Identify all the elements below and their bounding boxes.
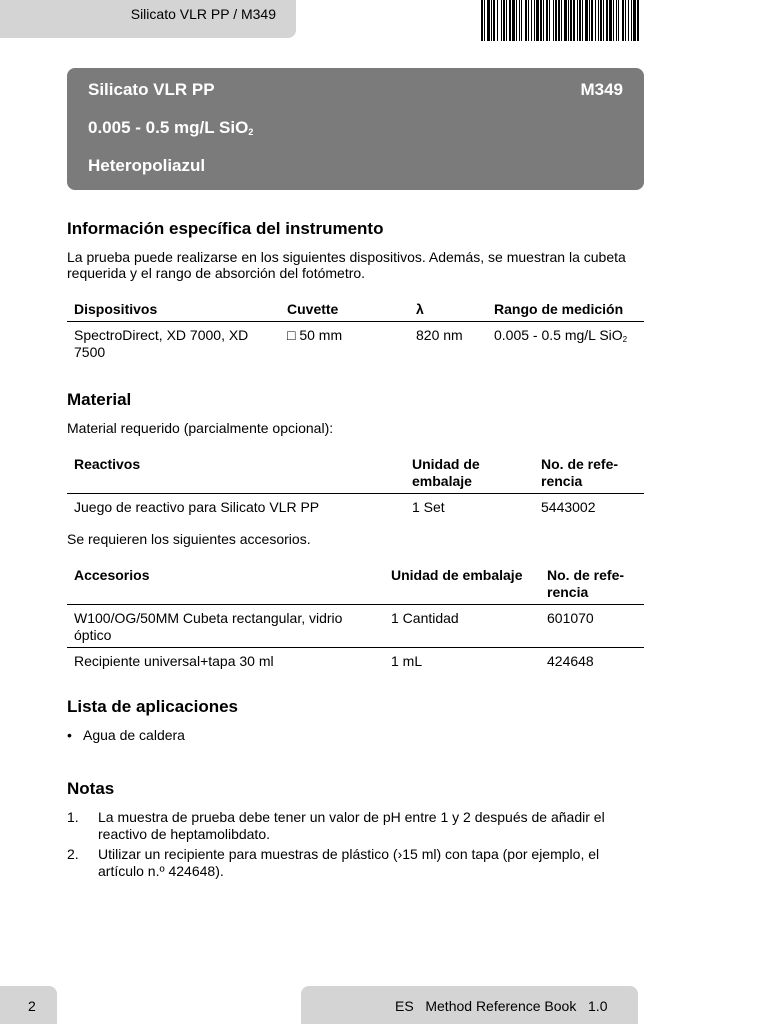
column-header: Unidad de embalaje	[405, 451, 534, 494]
barcode	[481, 0, 639, 41]
reagents-table	[67, 451, 644, 519]
method-range-subscript: 2	[248, 127, 254, 137]
method-code: M349	[580, 80, 623, 99]
column-header: No. de refe-rencia	[540, 562, 644, 605]
reagent-name-cell: Juego de reactivo para Silicato VLR PP	[74, 499, 320, 515]
column-header: λ	[409, 296, 487, 322]
column-header: Rango de medición	[487, 296, 644, 322]
page-number: 2	[28, 998, 36, 1014]
method-name: Heteropoliazul	[88, 156, 206, 175]
page-number-tab	[0, 986, 57, 1024]
footer-book-title: Method Reference Book	[425, 998, 577, 1014]
footer-language: ES	[395, 998, 414, 1014]
applications-list	[67, 727, 647, 744]
devices-cell: SpectroDirect, XD 7000, XD 7500	[74, 327, 249, 360]
table-row	[67, 605, 644, 648]
range-cell	[487, 322, 644, 365]
list-item-text: La muestra de prueba debe tener un valor de pH entre 1 y 2 después de añadir el reactivo de heptamolibdato.	[98, 809, 605, 842]
table-row	[67, 322, 644, 365]
material-section-title: Material	[67, 390, 132, 409]
footer-tab	[301, 986, 638, 1024]
accessories-description: Se requieren los siguientes accesorios.	[67, 531, 311, 547]
reagents-table-header	[67, 451, 644, 494]
list-number: 2.	[67, 846, 79, 862]
list-item-text: Utilizar un recipiente para muestras de plástico (›15 ml) con tapa (por ejemplo, el artículo n.º 424648).	[98, 846, 600, 879]
notes-list	[67, 809, 647, 883]
column-header: No. de refe-rencia	[534, 451, 644, 494]
instrument-table-header	[67, 296, 644, 322]
accessories-table-header	[67, 562, 644, 605]
column-header: Accesorios	[67, 562, 384, 605]
accessory-unit-cell: 1 mL	[391, 653, 423, 669]
table-row	[67, 648, 644, 674]
list-item	[67, 727, 647, 744]
reagent-ref-cell: 5443002	[541, 499, 596, 515]
applications-section-title: Lista de aplicaciones	[67, 697, 239, 716]
method-title: Silicato VLR PP	[88, 80, 215, 99]
column-header: Cuvette	[280, 296, 409, 322]
wavelength-cell: 820 nm	[416, 327, 463, 343]
list-item-text: Agua de caldera	[83, 727, 185, 743]
list-item	[67, 809, 647, 843]
reagent-unit-cell: 1 Set	[412, 499, 445, 515]
range-cell-text: 0.005 - 0.5 mg/L SiO	[494, 327, 623, 343]
instrument-section-title: Información específica del instrumento	[67, 219, 384, 238]
table-row	[67, 494, 644, 520]
accessory-ref-cell: 424648	[547, 653, 594, 669]
range-cell-subscript: 2	[622, 335, 628, 344]
notes-section-title: Notas	[67, 779, 115, 798]
column-header: Unidad de embalaje	[384, 562, 540, 605]
column-header: Reactivos	[67, 451, 405, 494]
footer-version: 1.0	[588, 998, 608, 1014]
running-header-tab	[0, 0, 296, 38]
accessory-unit-cell: 1 Cantidad	[384, 605, 540, 648]
column-header: Dispositivos	[67, 296, 280, 322]
list-number: 1.	[67, 809, 79, 825]
method-range-text: 0.005 - 0.5 mg/L SiO	[88, 118, 249, 137]
accessory-ref-cell: 601070	[540, 605, 644, 648]
method-range	[88, 118, 253, 138]
running-header-text: Silicato VLR PP / M349	[130, 6, 276, 22]
list-item	[67, 846, 647, 880]
accessory-name-cell: Recipiente universal+tapa 30 ml	[74, 653, 274, 669]
cuvette-cell: □ 50 mm	[287, 327, 343, 343]
accessory-name-cell: W100/OG/50MM Cubeta rectangular, vidrio óptico	[67, 605, 384, 648]
method-header-box	[67, 68, 644, 190]
bullet-marker: •	[67, 727, 72, 743]
material-description: Material requerido (parcialmente opcional):	[67, 420, 334, 436]
instrument-description: La prueba puede realizarse en los siguientes dispositivos. Además, se muestran la cubeta requerida y el rango de absorción del fotómetro.	[67, 249, 626, 281]
instrument-table	[67, 296, 644, 364]
accessories-table	[67, 562, 644, 673]
